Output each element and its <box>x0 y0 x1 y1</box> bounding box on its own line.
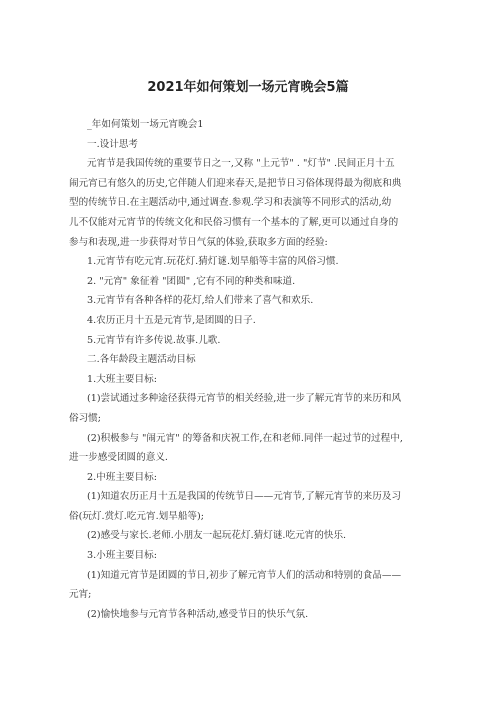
paragraph-line: (2)积极参与 "闹元宵" 的筹备和庆祝工作,在和老师.同伴一起过节的过程中, <box>87 432 403 444</box>
paragraph-line: 儿不仅能对元宵节的传统文化和民俗习惯有一个基本的了解,更可以通过自身的 <box>69 216 399 228</box>
paragraph-line: 4.农历正月十五是元宵节,是团圆的日子. <box>87 314 256 326</box>
paragraph-line: 2. "元宵" 象征着 "团圆" ,它有不同的种类和味道. <box>87 275 296 287</box>
paragraph-line: (1)知道农历正月十五是我国的传统节日——元宵节,了解元宵节的来历及习 <box>87 491 402 503</box>
paragraph-line: 一.设计思考 <box>87 138 139 150</box>
paragraph-line: (2)感受与家长.老师.小朋友一起玩花灯.猜灯谜.吃元宵的快乐. <box>87 530 347 542</box>
paragraph-line: 元宵; <box>69 589 92 601</box>
paragraph-line: _年如何策划一场元宵晚会1 <box>87 119 204 130</box>
paragraph-line: (2)愉快地参与元宵节各种活动,感受节日的快乐气氛. <box>87 608 309 620</box>
paragraph-line: 进一步感受团圆的意义. <box>69 452 168 464</box>
paragraph-line: 1.元宵节有吃元宵.玩花灯.猜灯谜.划旱船等丰富的风俗习惯. <box>87 256 339 268</box>
paragraph-line: 参与和表现,进一步获得对节日气氛的体验,获取多方面的经验: <box>69 236 328 248</box>
paragraph-line: (1)知道元宵节是团圆的节日,初步了解元宵节人们的活动和特别的食品—— <box>87 569 402 581</box>
paragraph-line: 闹元宵已有悠久的历史,它伴随人们迎来春天,是把节日习俗体现得最为彻底和典 <box>69 177 402 189</box>
paragraph-line: 俗(玩灯.赏灯.吃元宵.划旱船等); <box>69 510 204 522</box>
paragraph-line: 2.中班主要目标: <box>87 471 157 483</box>
paragraph-line: 1.大班主要目标: <box>87 373 157 385</box>
paragraph-line: 俗习惯; <box>69 412 102 424</box>
paragraph-line: 3.元宵节有各种各样的花灯,给人们带来了喜气和欢乐. <box>87 295 314 307</box>
paragraph-line: (1)尝试通过多种途径获得元宵节的相关经验,进一步了解元宵节的来历和风 <box>87 393 402 405</box>
paragraph-line: 元宵节是我国传统的重要节日之一,又称 "上元节" . "灯节" .民间正月十五 <box>87 158 395 170</box>
document-title: 2021年如何策划一场元宵晚会5篇 <box>147 80 349 95</box>
paragraph-line: 3.小班主要目标: <box>87 550 157 562</box>
paragraph-line: 5.元宵节有许多传说.故事.儿歌. <box>87 334 221 346</box>
paragraph-line: 二.各年龄段主题活动目标 <box>87 354 196 366</box>
paragraph-line: 型的传统节日.在主题活动中,通过调查.参观.学习和表演等不同形式的活动,幼 <box>69 197 392 209</box>
document-body <box>69 115 437 624</box>
